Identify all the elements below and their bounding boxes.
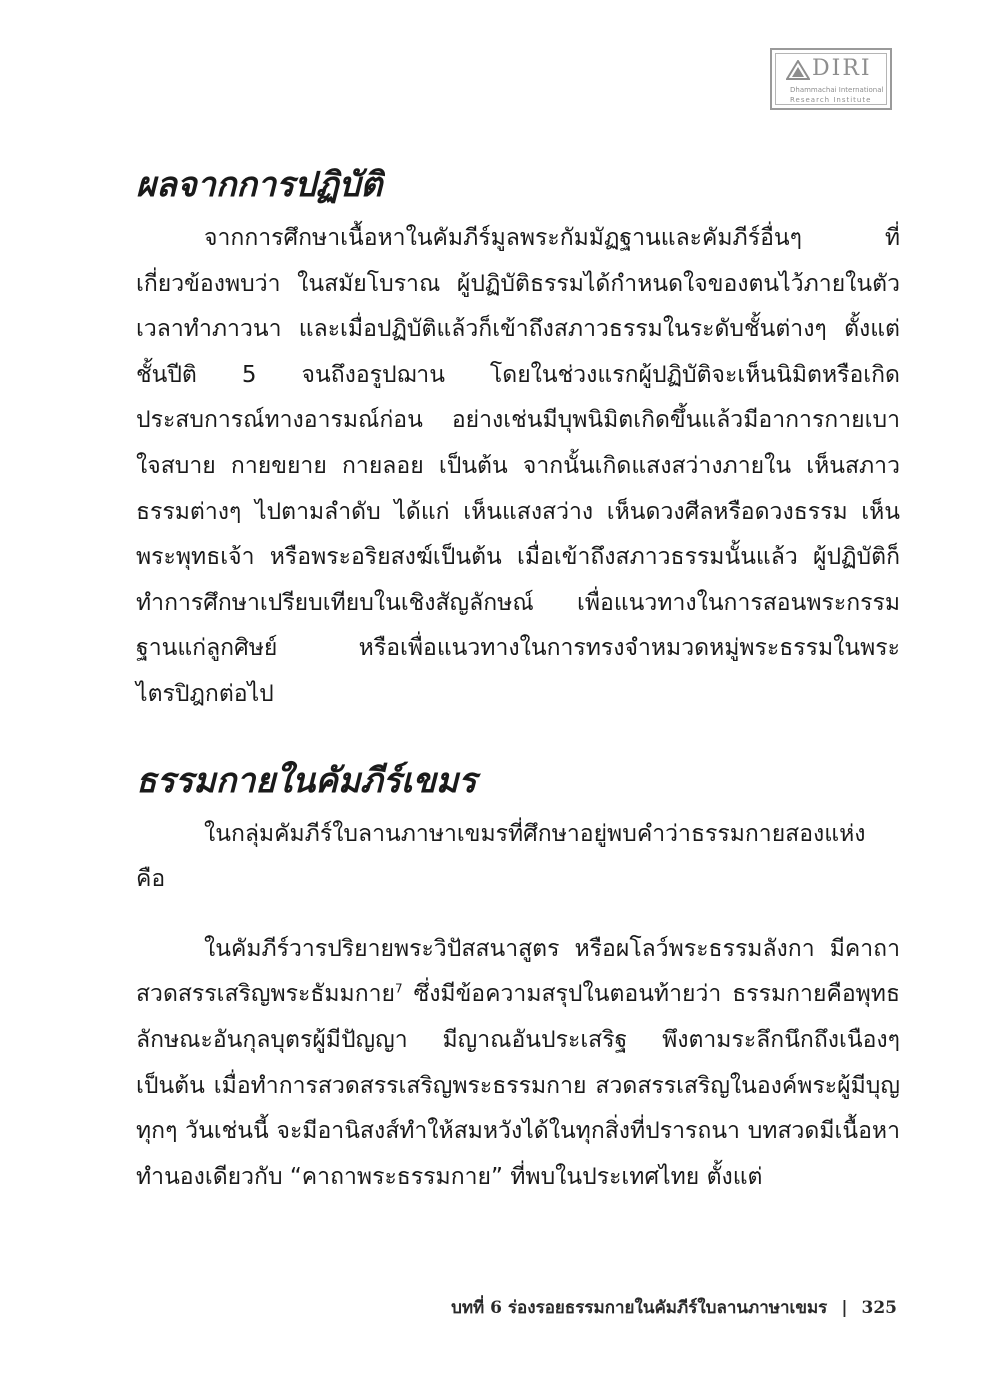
- footnote-mark: 7: [395, 981, 403, 996]
- paragraph-khmer-detail: [136, 927, 900, 1201]
- footer-separator: |: [841, 1298, 848, 1318]
- paragraph-gap: [136, 903, 900, 927]
- paragraph-results: จากการศึกษาเนื้อหาในคัมภีร์มูลพระกัมมัฏฐานและคัมภีร์อื่นๆ ที่เกี่ยวข้องพบว่า ในสมัยโบราณ ผู้ปฏิบัติธรรมได้กำหนดใจของตนไว้ภายในตัวเวลาทำภาวนา และเมื่อปฏิบัติแล้วก็เข้าถึงสภาวธรรมในระดับชั้นต่างๆ ตั้งแต่ชั้นปีติ 5 จนถึงอรูปฌาน โดยในช่วงแรกผู้ปฏิบัติจะเห็นนิมิตหรือเกิดประสบการณ์ทางอารมณ์ก่อน อย่างเช่นมีบุพนิมิตเกิดขึ้นแล้วมีอาการกายเบา ใจสบาย กายขยาย กายลอย เป็นต้น จากนั้นเกิดแสงสว่างภายใน เห็นสภาวธรรมต่างๆ ไปตามลำดับ ได้แก่ เห็นแสงสว่าง เห็นดวงศีลหรือดวงธรรม เห็นพระพุทธเจ้า หรือพระอริยสงฆ์เป็นต้น เมื่อเข้าถึงสภาวธรรมนั้นแล้ว ผู้ปฏิบัติก็ทำการศึกษาเปรียบเทียบในเชิงสัญลักษณ์ เพื่อแนวทางในการสอนพระกรรมฐานแก่ลูกศิษย์ หรือเพื่อแนวทางในการทรงจำหมวดหมู่พระธรรมในพระไตรปิฎกต่อไป: [136, 225, 900, 707]
- page-content: [136, 160, 900, 1200]
- page-footer: [451, 1294, 897, 1321]
- logo-subtitle-2: Research Institute: [790, 96, 872, 104]
- section-heading-results: ผลจากการปฏิบัติ: [136, 165, 383, 205]
- footer-chapter-title: บทที่ 6 ร่องรอยธรรมกายในคัมภีร์ใบลานภาษาเขมร: [451, 1298, 828, 1318]
- page-number: 325: [861, 1298, 897, 1318]
- diri-logo: [770, 48, 892, 110]
- section-heading-khmer: ธรรมกายในคัมภีร์เขมร: [136, 760, 477, 801]
- logo-word: DIRI: [812, 56, 872, 81]
- paragraph-khmer-detail-part2: ซึ่งมีข้อความสรุปในตอนท้ายว่า ธรรมกายคือพุทธลักษณะอันกุลบุตรผู้มีปัญญา มีญาณอันประเสริฐ พึงตามระลึกนึกถึงเนืองๆ เป็นต้น เมื่อทำการสวดสรรเสริญพระธรรมกาย สวดสรรเสริญในองค์พระผู้มีบุญทุกๆ วันเช่นนี้ จะมีอานิสงส์ทำให้สมหวังได้ในทุกสิ่งที่ปรารถนา บทสวดมีเนื้อหาทำนองเดียวกับ “คาถาพระธรรมกาย” ที่พบในประเทศไทย ตั้งแต่: [136, 981, 900, 1190]
- logo-subtitle-1: Dhammachai International: [790, 86, 884, 94]
- triangle-logo-icon: [786, 60, 810, 80]
- paragraph-khmer-detail-part1: ในคัมภีร์วารปริยายพระวิปัสสนาสูตร หรือผโลว์พระธรรมลังกา มีคาถาสวดสรรเสริญพระธัมมกาย: [136, 935, 900, 1008]
- paragraph-khmer-intro: ในกลุ่มคัมภีร์ใบลานภาษาเขมรที่ศึกษาอยู่พบคำว่าธรรมกายสองแห่ง คือ: [136, 820, 866, 893]
